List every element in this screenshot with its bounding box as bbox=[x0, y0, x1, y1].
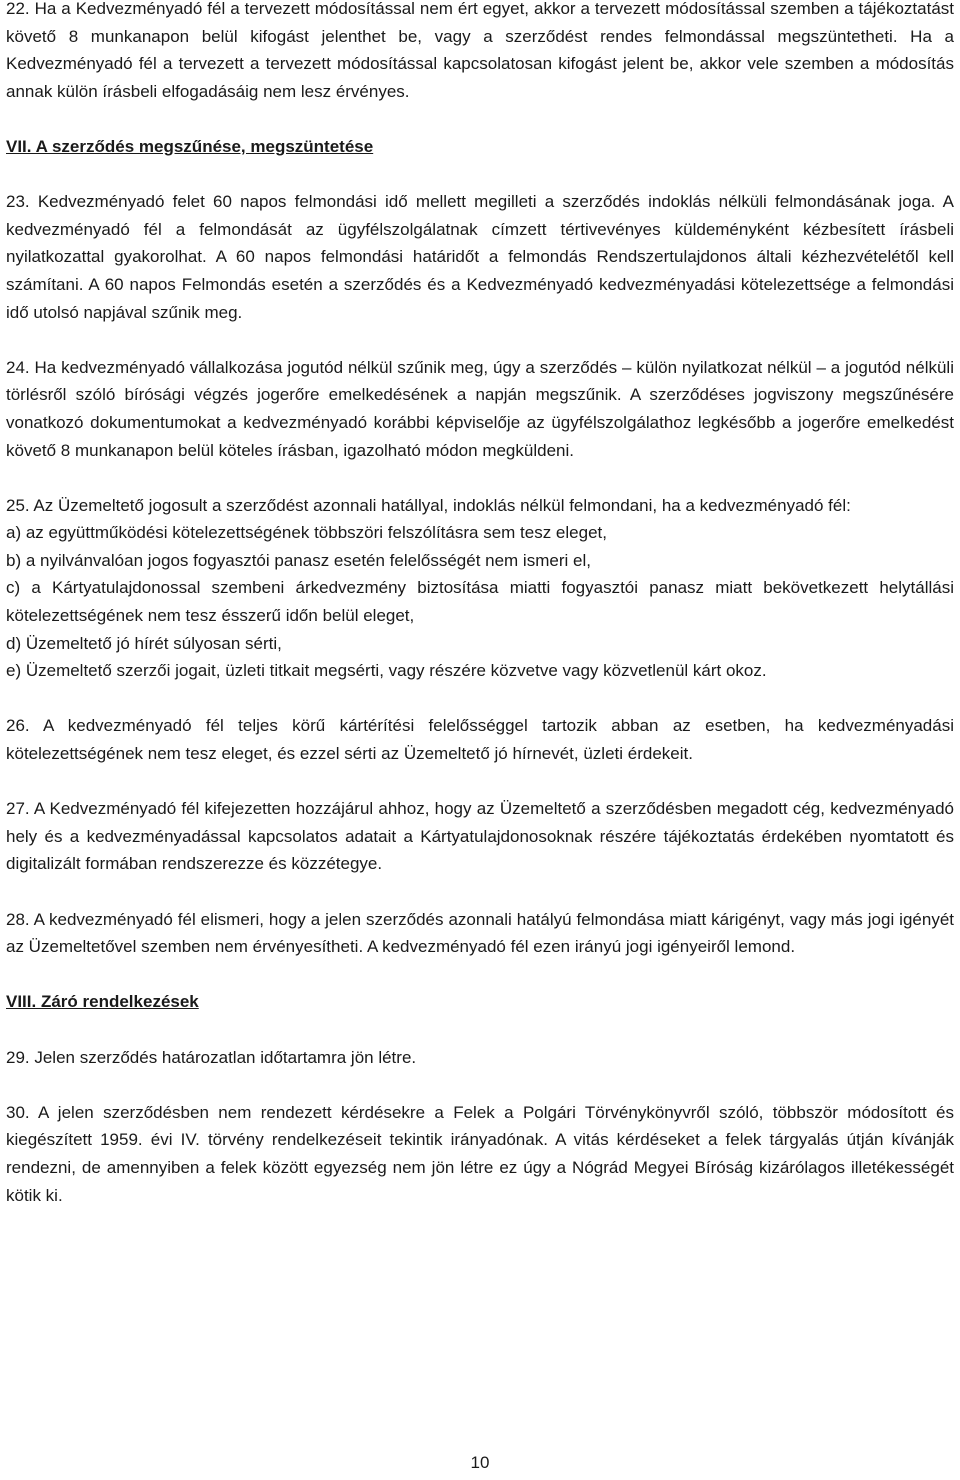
paragraph-23: 23. Kedvezményadó felet 60 napos felmondási idő mellett megilleti a szerződés indoklás nélküli felmondásának joga. A kedvezményadó fél a felmondását az ügyfélszolgálatnak címzett tértivevényes küldeményként kézbesített írásbeli nyilatkozattal gyakorolhat. A 60 napos felmondási határidőt a felmondás Rendszertulajdonos általi kézhezvételétől kell számítani. A 60 napos Felmondás esetén a szerződés és a Kedvezményadó kedvezményadási kötelezettsége a felmondási idő utolsó napjával szűnik meg. bbox=[6, 192, 954, 322]
spacer bbox=[6, 326, 954, 354]
paragraph-25: 25. Az Üzemeltető jogosult a szerződést azonnali hatállyal, indoklás nélkül felmondani, ha a kedvezményadó fél: bbox=[6, 495, 851, 515]
page-number: 10 bbox=[470, 1453, 490, 1472]
paragraph-27: 27. A Kedvezményadó fél kifejezetten hozzájárul ahhoz, hogy az Üzemeltető a szerződésben megadott cég, kedvezményadó hely és a kedvezményadással kapcsolatos adatait a Kártyatulajdonosoknak részére tájékoztatás érdekében nyomtatott és digitalizált formában rendszerezze és közzétegye. bbox=[6, 799, 954, 874]
list-item-25d: d) Üzemeltető jó hírét súlyosan sérti, bbox=[6, 633, 282, 653]
spacer bbox=[6, 685, 954, 713]
spacer bbox=[6, 1016, 954, 1044]
spacer bbox=[6, 161, 954, 189]
paragraph-24: 24. Ha kedvezményadó vállalkozása jogutód nélkül szűnik meg, úgy a szerződés – külön nyilatkozat nélkül – a jogutód nélküli törlésről szóló bírósági végzés jogerőre emelkedésének a napján megszűnik. A szerződéses jogviszony megszűnésére vonatkozó dokumentumokat a kedvezményadó korábbi képviselője az ügyfélszolgálathoz legkésőbb a jogerőre emelkedést követő 8 munkanapon belül köteles írásban, igazolható módon megküldeni. bbox=[6, 357, 954, 460]
spacer bbox=[6, 1071, 954, 1099]
spacer bbox=[6, 878, 954, 906]
paragraph-22: 22. Ha a Kedvezményadó fél a tervezett módosítással nem ért egyet, akkor a tervezett módosítással szemben a tájékoztatást követő 8 munkanapon belül kifogást jelenthet be, vagy a szerződést rendes felmondással megszüntetheti. Ha a Kedvezményadó fél a tervezett a tervezett módosítással kapcsolatosan kifogást jelent be, akkor vele szemben a módosítás annak külön írásbeli elfogadásáig nem lesz érvényes. bbox=[6, 0, 954, 101]
section-heading-viii: VIII. Záró rendelkezések bbox=[6, 992, 199, 1012]
spacer bbox=[6, 105, 954, 133]
section-heading-vii: VII. A szerződés megszűnése, megszüntetése bbox=[6, 136, 374, 156]
list-item-25c: c) a Kártyatulajdonossal szembeni árkedvezmény biztosítása miatti fogyasztói panasz miatt bekövetkezett helytállási kötelezettségének nem tesz ésszerű időn belül eleget, bbox=[6, 578, 954, 626]
list-item-25e: e) Üzemeltető szerzői jogait, üzleti titkait megsérti, vagy részére közvetve vagy közvetlenül kárt okoz. bbox=[6, 661, 767, 681]
spacer bbox=[6, 961, 954, 989]
spacer bbox=[6, 464, 954, 492]
paragraph-29: 29. Jelen szerződés határozatlan időtartamra jön létre. bbox=[6, 1047, 417, 1067]
paragraph-30: 30. A jelen szerződésben nem rendezett kérdésekre a Felek a Polgári Törvénykönyvről szóló, többször módosított és kiegészített 1959. évi IV. törvény rendelkezéseit tekintik irányadónak. A vitás kérdéseket a felek tárgyalás útján kívánják rendezni, de amennyiben a felek között egyezség nem jön létre ez úgy a Nógrád Megyei Bíróság kizárólagos illetékességét kötik ki. bbox=[6, 1102, 954, 1205]
paragraph-26: 26. A kedvezményadó fél teljes körű kártérítési felelősséggel tartozik abban az esetben, ha kedvezményadási kötelezettségének nem tesz eleget, és ezzel sérti az Üzemeltető jó hírnevét, üzleti érdekeit. bbox=[6, 716, 954, 764]
paragraph-28: 28. A kedvezményadó fél elismeri, hogy a jelen szerződés azonnali hatályú felmondása miatt kárigényt, vagy más jogi igényét az Üzemeltetővel szemben nem érvényesítheti. A kedvezményadó fél ezen irányú jogi igényeiről lemond. bbox=[6, 909, 954, 957]
list-item-25b: b) a nyilvánvalóan jogos fogyasztói panasz esetén felelősségét nem ismeri el, bbox=[6, 550, 591, 570]
spacer bbox=[6, 768, 954, 796]
list-item-25a: a) az együttműködési kötelezettségének többszöri felszólításra sem tesz eleget, bbox=[6, 523, 607, 543]
